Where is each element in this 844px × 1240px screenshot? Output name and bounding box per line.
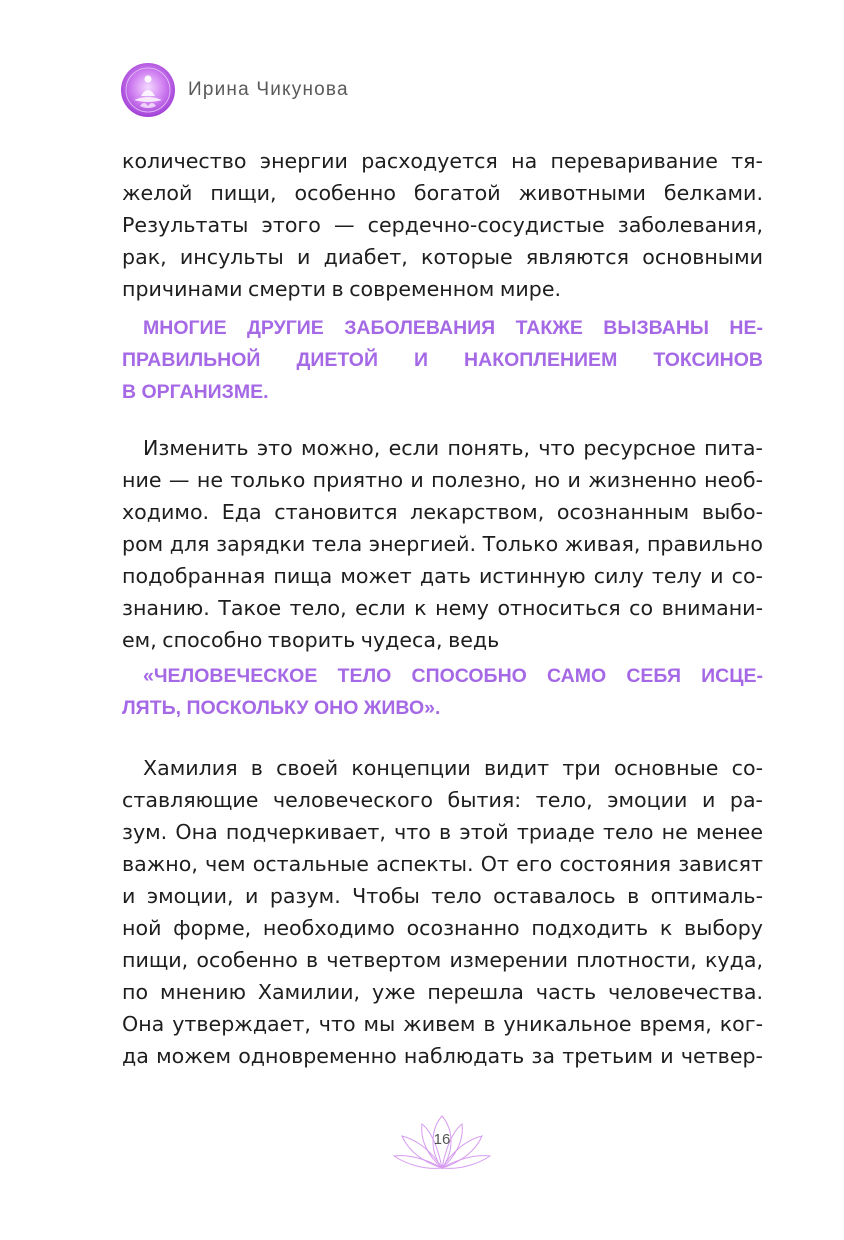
text-line: подобранная пища может дать истинную силу телу и со-: [122, 564, 763, 588]
text-line: причинами смерти в современном мире.: [122, 277, 562, 301]
text-line: важно, чем остальные аспекты. От его состояния зависят: [122, 852, 763, 876]
paragraph-3: [122, 752, 763, 1072]
text-line: Результаты этого — сердечно-сосудистые заболевания,: [122, 213, 763, 237]
text-line: зум. Она подчеркивает, что в этой триаде тело не менее: [122, 820, 763, 844]
text-line: ром для зарядки тела энергией. Только живая, правильно: [122, 532, 763, 556]
running-header: [120, 62, 349, 118]
paragraph-1: [122, 145, 763, 305]
paragraph-2: [122, 432, 763, 656]
text-line: Изменить это можно, если понять, что ресурсное пита-: [143, 436, 763, 460]
quote-line: ПРАВИЛЬНОЙ ДИЕТОЙ И НАКОПЛЕНИЕМ ТОКСИНОВ: [122, 349, 763, 371]
text-line: пищи, особенно в четвертом измерении плотности, куда,: [122, 948, 763, 972]
text-line: ние — не только приятно и полезно, но и жизненно необ-: [122, 468, 763, 492]
meditation-lotus-icon: [120, 62, 176, 118]
text-line: количество энергии расходуется на переваривание тя-: [122, 149, 763, 173]
highlighted-quote-1: [122, 312, 763, 408]
text-line: да можем одновременно наблюдать за третьим и четвер-: [122, 1044, 763, 1068]
text-line: по мнению Хамилии, уже перешла часть человечества.: [122, 980, 763, 1004]
text-line: ем, способно творить чудеса, ведь: [122, 628, 500, 652]
text-line: желой пищи, особенно богатой животными белками.: [122, 181, 763, 205]
quote-line: «ЧЕЛОВЕЧЕСКОЕ ТЕЛО СПОСОБНО САМО СЕБЯ ИСЦЕ-: [143, 665, 763, 687]
page-number: 16: [433, 1131, 451, 1148]
text-line: ходимо. Еда становится лекарством, осознанным выбо-: [122, 500, 763, 524]
text-line: ставляющие человеческого бытия: тело, эмоции и ра-: [122, 788, 763, 812]
text-line: знанию. Такое тело, если к нему относиться со внимани-: [122, 596, 763, 620]
text-line: рак, инсульты и диабет, которые являются основными: [122, 245, 763, 269]
quote-line: ЛЯТЬ, ПОСКОЛЬКУ ОНО ЖИВО».: [122, 697, 441, 719]
text-line: и эмоции, и разум. Чтобы тело оставалось в оптималь-: [122, 884, 763, 908]
quote-line: МНОГИЕ ДРУГИЕ ЗАБОЛЕВАНИЯ ТАКЖЕ ВЫЗВАНЫ НЕ-: [143, 317, 763, 339]
text-line: ной форме, необходимо осознанно подходить к выбору: [122, 916, 763, 940]
text-line: Хамилия в своей концепции видит три основные со-: [143, 756, 763, 780]
page-footer: [392, 1112, 492, 1172]
highlighted-quote-2: [122, 660, 763, 724]
text-line: Она утверждает, что мы живем в уникальное время, ког-: [122, 1012, 763, 1036]
author-name: Ирина Чикунова: [188, 79, 349, 100]
quote-line: В ОРГАНИЗМЕ.: [122, 381, 269, 403]
